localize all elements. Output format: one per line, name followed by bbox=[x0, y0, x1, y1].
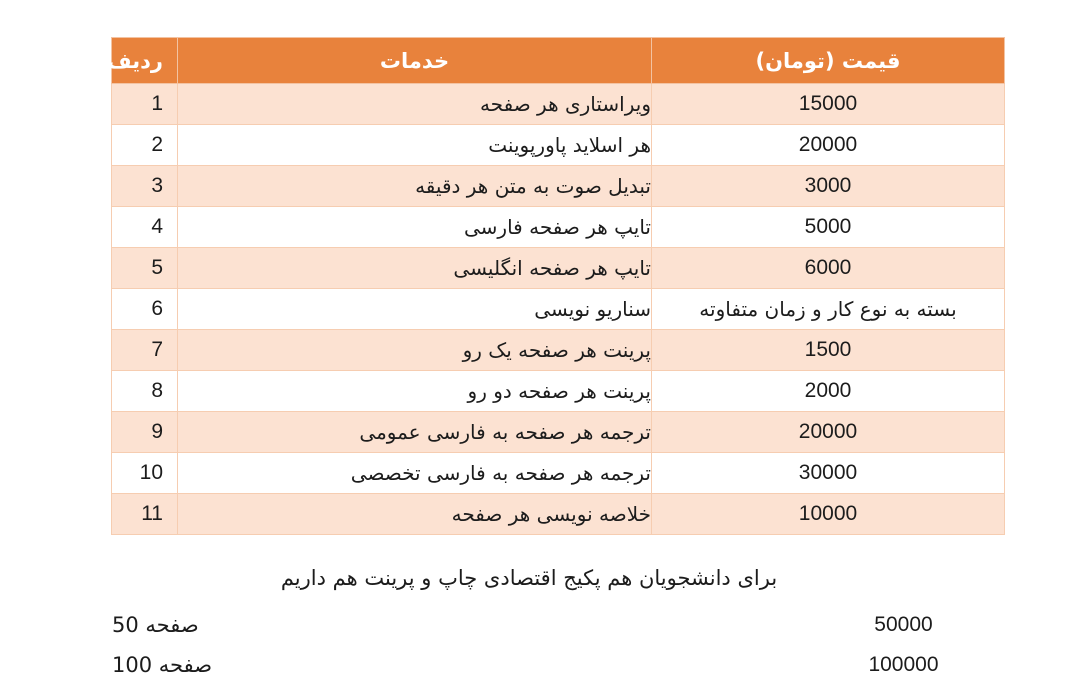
cell-service: هر اسلاید پاورپوینت bbox=[178, 125, 652, 166]
cell-service: ترجمه هر صفحه به فارسی تخصصی bbox=[178, 453, 652, 494]
footer-package-price: 100000 bbox=[868, 653, 939, 677]
cell-price: 10000 bbox=[652, 494, 1005, 535]
cell-price: 6000 bbox=[652, 248, 1005, 289]
footer-note bbox=[0, 566, 1080, 685]
table-row bbox=[112, 412, 1005, 453]
cell-price: 3000 bbox=[652, 166, 1005, 207]
cell-service: پرینت هر صفحه دو رو bbox=[178, 371, 652, 412]
table-row bbox=[112, 289, 1005, 330]
cell-service: پرینت هر صفحه یک رو bbox=[178, 330, 652, 371]
cell-price: 20000 bbox=[652, 125, 1005, 166]
price-table-container bbox=[107, 37, 1005, 535]
cell-index: 6 bbox=[112, 289, 178, 330]
cell-index: 3 bbox=[112, 166, 178, 207]
cell-service: سناریو نویسی bbox=[178, 289, 652, 330]
table-row bbox=[112, 207, 1005, 248]
cell-index: 10 bbox=[112, 453, 178, 494]
services-price-table bbox=[107, 37, 1005, 535]
table-row bbox=[112, 84, 1005, 125]
cell-price: 20000 bbox=[652, 412, 1005, 453]
cell-service: خلاصه نویسی هر صفحه bbox=[178, 494, 652, 535]
column-header-index: ردیف bbox=[112, 38, 178, 84]
footer-package-row bbox=[0, 645, 1080, 685]
table-row bbox=[112, 166, 1005, 207]
cell-price: بسته به نوع کار و زمان متفاوته bbox=[652, 289, 1005, 330]
cell-index: 8 bbox=[112, 371, 178, 412]
footer-package-list bbox=[0, 605, 1080, 685]
table-body bbox=[112, 84, 1005, 535]
cell-index: 11 bbox=[112, 494, 178, 535]
table-row bbox=[112, 494, 1005, 535]
table-row bbox=[112, 330, 1005, 371]
column-header-price: قیمت (تومان) bbox=[652, 38, 1005, 84]
cell-price: 1500 bbox=[652, 330, 1005, 371]
cell-price: 30000 bbox=[652, 453, 1005, 494]
table-row bbox=[112, 453, 1005, 494]
cell-index: 7 bbox=[112, 330, 178, 371]
footer-package-label: صفحه 100 bbox=[112, 653, 213, 678]
table-header-row bbox=[112, 38, 1005, 84]
table-row bbox=[112, 371, 1005, 412]
column-header-service: خدمات bbox=[178, 38, 652, 84]
footer-package-price: 50000 bbox=[874, 613, 933, 637]
cell-service: تایپ هر صفحه فارسی bbox=[178, 207, 652, 248]
cell-service: ویراستاری هر صفحه bbox=[178, 84, 652, 125]
cell-index: 2 bbox=[112, 125, 178, 166]
table-row bbox=[112, 125, 1005, 166]
footer-headline: برای دانشجویان هم پکیج اقتصادی چاپ و پرینت هم داریم bbox=[280, 566, 778, 590]
cell-service: تبدیل صوت به متن هر دقیقه bbox=[178, 166, 652, 207]
cell-index: 9 bbox=[112, 412, 178, 453]
table-row bbox=[112, 248, 1005, 289]
cell-price: 15000 bbox=[652, 84, 1005, 125]
cell-index: 1 bbox=[112, 84, 178, 125]
table-header bbox=[107, 38, 1005, 84]
cell-service: تایپ هر صفحه انگلیسی bbox=[178, 248, 652, 289]
cell-price: 2000 bbox=[652, 371, 1005, 412]
footer-package-row bbox=[0, 605, 1080, 645]
cell-index: 5 bbox=[112, 248, 178, 289]
footer-package-label: صفحه 50 bbox=[112, 613, 199, 638]
cell-index: 4 bbox=[112, 207, 178, 248]
cell-service: ترجمه هر صفحه به فارسی عمومی bbox=[178, 412, 652, 453]
cell-price: 5000 bbox=[652, 207, 1005, 248]
